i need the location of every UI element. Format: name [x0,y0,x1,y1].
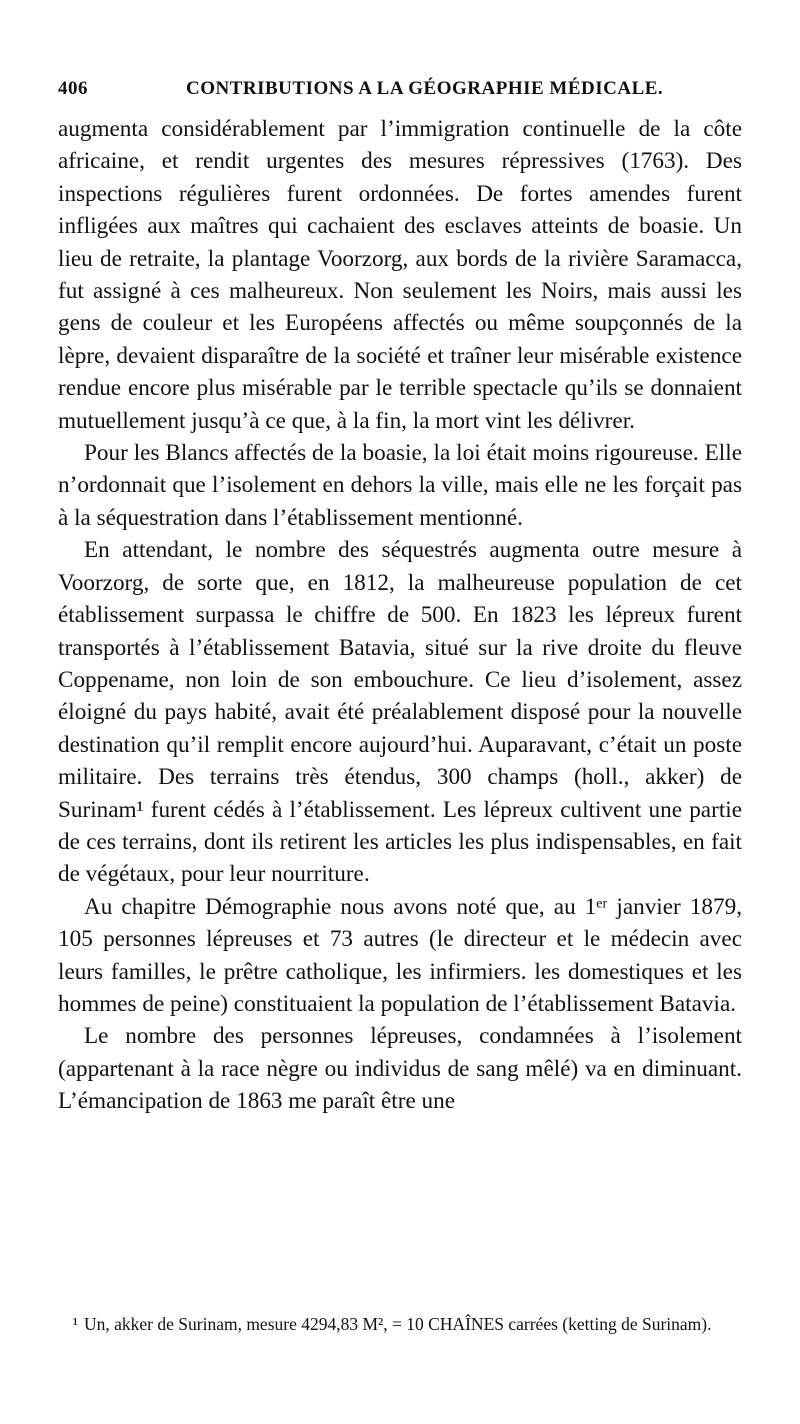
paragraph-4: Au chapitre Démographie nous avons noté que, au 1ᵉʳ janvier 1879, 105 personnes lépreuses et 73 autres (le directeur et le médecin avec leurs familles, le prêtre catholique, les infirmiers. les domestiques et les hommes de peine) constituaient la population de l’établissement Batavia. [58,893,742,1017]
page-number: 406 [58,78,88,99]
body-text [58,113,742,1118]
paragraph-1: augmenta considérablement par l’immigration continuelle de la côte africaine, et rendit urgentes des mesures répressives (1763). Des inspections régulières furent ordonnées. De fortes amendes furent infligées aux maîtres qui cachaient des esclaves atteints de boasie. Un lieu de retraite, la plantage Voorzorg, aux bords de la rivière Saramacca, fut assigné à ces malheureux. Non seulement les Noirs, mais aussi les gens de couleur et les Européens affectés ou même soupçonnés de la lèpre, devaient disparaître de la société et traîner leur misérable existence rendue encore plus misérable par le terrible spectacle qu’ils se donnaient mutuellement jusqu’à ce que, à la fin, la mort vint les délivrer. [58,116,742,434]
paragraph-3: En attendant, le nombre des séquestrés augmenta outre mesure à Voorzorg, de sorte que, en 1812, la malheureuse population de cet établissement surpassa le chiffre de 500. En 1823 les lépreux furent transportés à l’établissement Batavia, situé sur la rive droite du fleuve Coppename, non loin de son embouchure. Ce lieu d’isolement, assez éloigné du pays habité, avait été préalablement disposé pour la nouvelle destination qu’il remplit encore aujourd’hui. Auparavant, c’était un poste militaire. Des terrains très étendus, 300 champs (holl., akker) de Surinam¹ furent cédés à l’établissement. Les lépreux cultivent une partie de ces terrains, dont ils retirent les articles les plus indispensables, en fait de végétaux, pour leur nourriture. [58,537,742,888]
running-head [58,78,742,108]
footnote-mark: ¹ [72,1314,78,1334]
document-page [58,0,742,1424]
running-title: CONTRIBUTIONS A LA GÉOGRAPHIE MÉDICALE. [186,78,664,99]
footnote-text: Un, akker de Surinam, mesure 4294,83 M², = 10 CHAÎNES carrées (ketting de Surinam). [84,1314,712,1334]
paragraph-2: Pour les Blancs affectés de la boasie, la loi était moins rigoureuse. Elle n’ordonnait que l’isolement en dehors la ville, mais elle ne les forçait pas à la séquestration dans l’établissement mentionné. [58,440,742,531]
footnote [58,1312,742,1337]
paragraph-5: Le nombre des personnes lépreuses, condamnées à l’isolement (appartenant à la race nègre ou individus de sang mêlé) va en diminuant. L’émancipation de 1863 me paraît être une [58,1023,742,1115]
